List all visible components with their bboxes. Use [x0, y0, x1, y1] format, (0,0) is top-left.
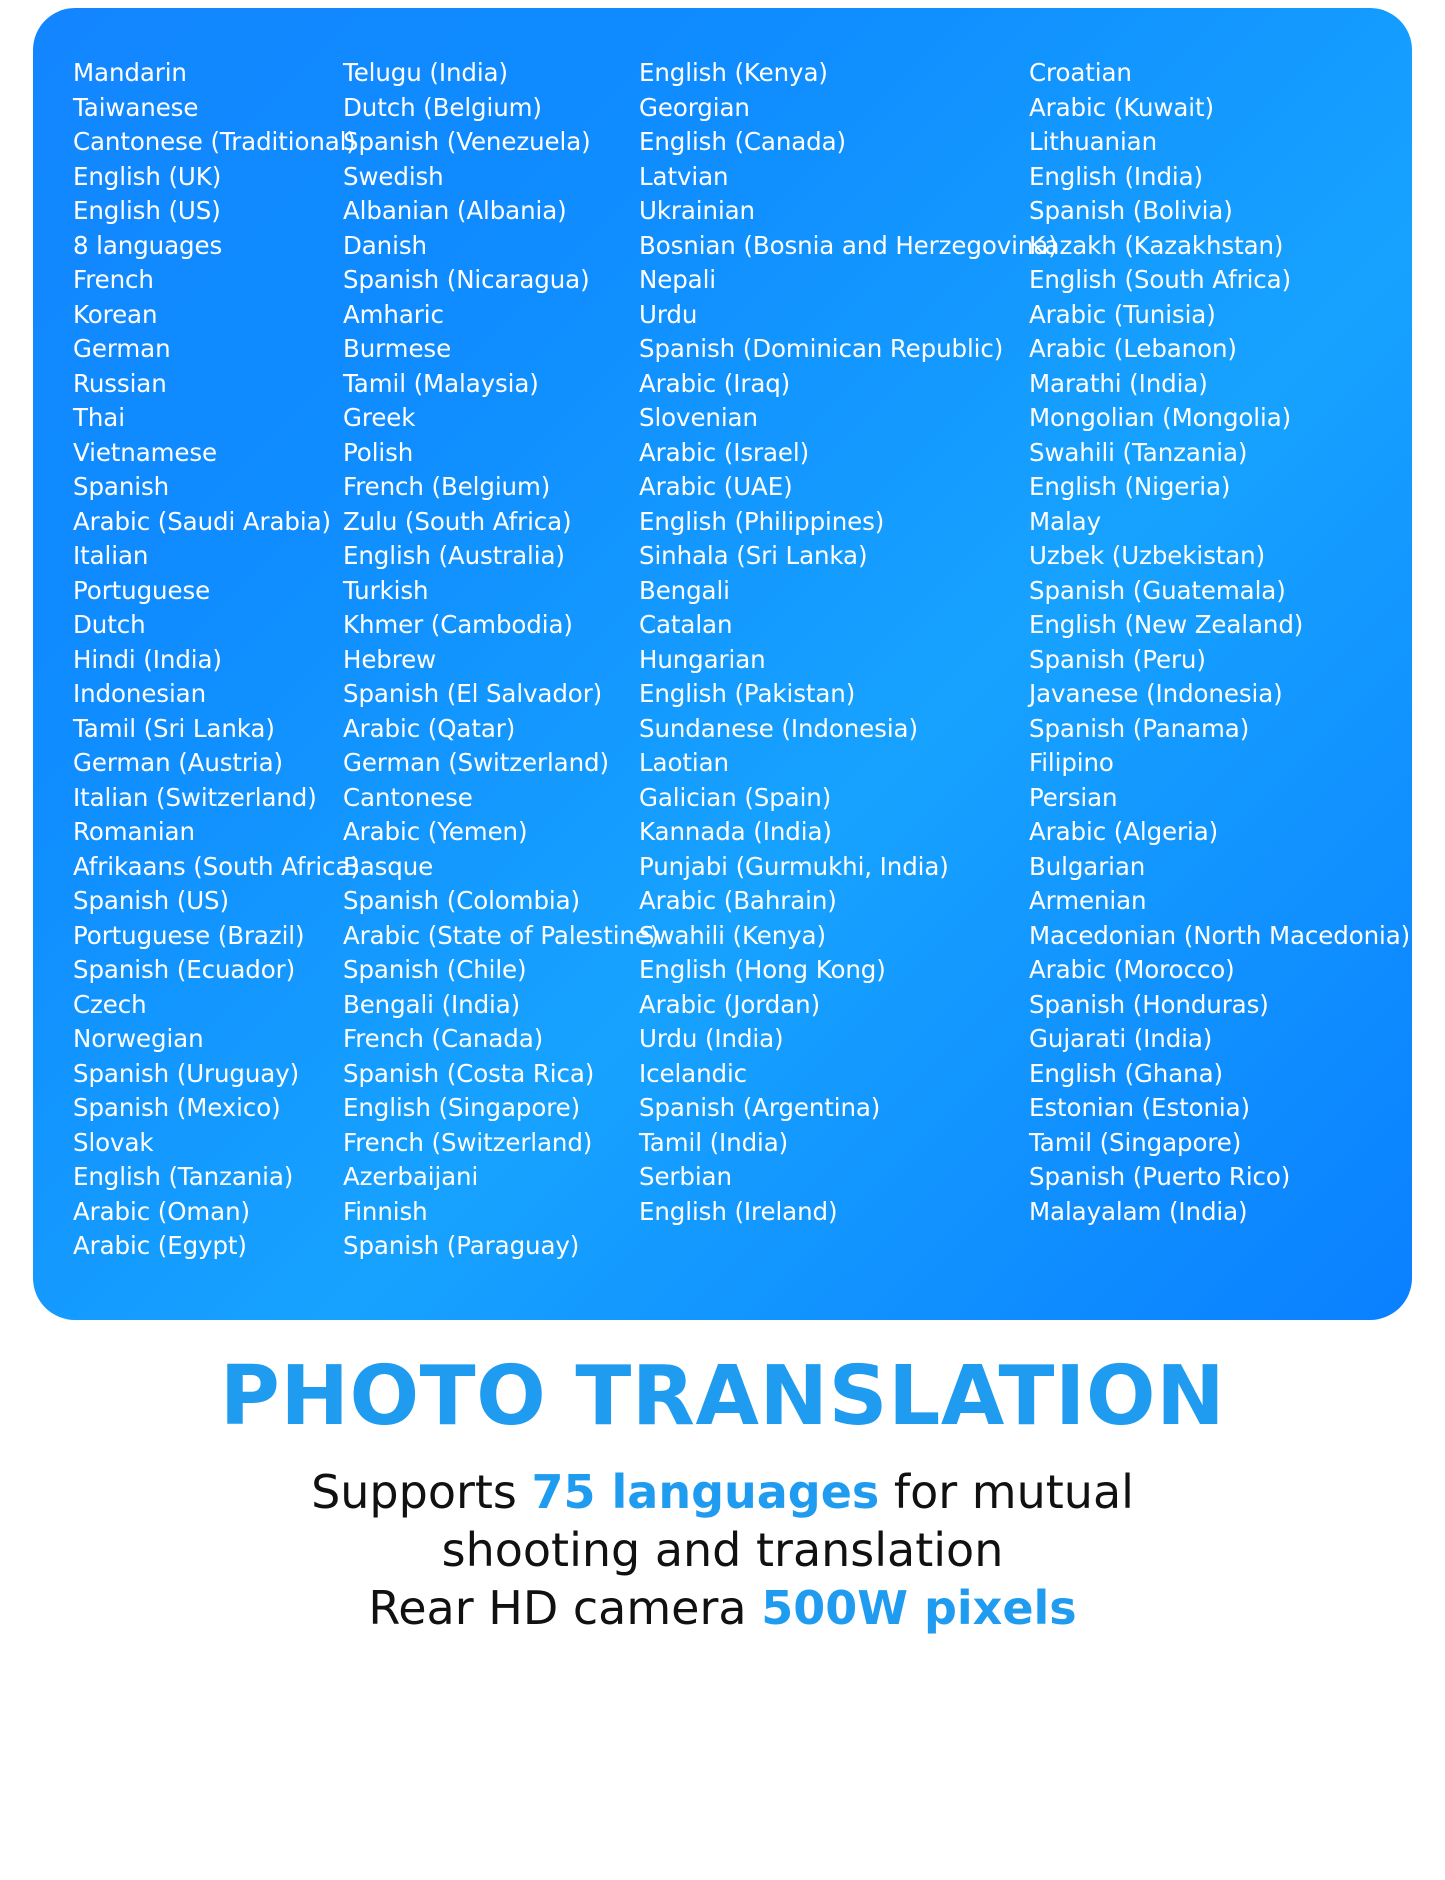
language-item: Afrikaans (South Africa): [73, 851, 360, 881]
language-item: Spanish (Puerto Rico): [1029, 1162, 1291, 1191]
language-item: Gujarati (India): [1029, 1024, 1213, 1053]
language-item: Swahili (Kenya): [639, 920, 826, 950]
language-item: Swedish: [343, 161, 444, 191]
language-item: German (Austria): [73, 748, 283, 777]
language-item: Armenian: [1029, 886, 1147, 915]
caption-line1-part1: Supports: [311, 1465, 532, 1519]
language-item: Thai: [73, 403, 125, 432]
language-item: Laotian: [639, 748, 729, 777]
language-item: Croatian: [1029, 58, 1132, 87]
language-item: English (Canada): [639, 127, 846, 156]
language-item: Portuguese: [73, 575, 211, 605]
language-item: Polish: [343, 437, 414, 467]
language-item: Arabic (Saudi Arabia): [73, 506, 331, 536]
language-item: English (Singapore): [343, 1093, 581, 1122]
language-item: Tamil (Sri Lanka): [73, 713, 275, 743]
language-item: Spanish (Argentina): [639, 1093, 881, 1122]
language-item: Indonesian: [73, 679, 207, 708]
language-item: Catalan: [639, 610, 733, 639]
caption-line3-highlight: 500W pixels: [761, 1581, 1077, 1635]
language-item: Dutch (Belgium): [343, 92, 542, 122]
language-item: English (South Africa): [1029, 265, 1292, 294]
language-item: Spanish (Panama): [1029, 713, 1250, 743]
language-item: Spanish (Uruguay): [73, 1058, 300, 1088]
language-item: Arabic (Yemen): [343, 817, 528, 846]
language-item: Javanese (Indonesia): [1029, 679, 1283, 708]
language-item: Marathi (India): [1029, 368, 1208, 398]
language-item: Macedonian (North Macedonia): [1029, 920, 1411, 950]
language-item: Arabic (Oman): [73, 1196, 250, 1226]
language-item: Norwegian: [73, 1024, 204, 1053]
language-item: Spanish (Bolivia): [1029, 196, 1233, 225]
language-item: Spanish (Dominican Republic): [639, 334, 1004, 363]
language-item: Spanish (Mexico): [73, 1093, 281, 1122]
language-item: English (Ireland): [639, 1196, 838, 1226]
language-item: Arabic (Jordan): [639, 989, 821, 1019]
language-item: Malay: [1029, 506, 1101, 536]
language-item: Nepali: [639, 265, 716, 294]
caption-block: [0, 1345, 1445, 1637]
language-item: English (Kenya): [639, 58, 828, 87]
language-item: French: [73, 265, 154, 294]
language-item: Mongolian (Mongolia): [1029, 403, 1292, 432]
language-item: Spanish (El Salvador): [343, 679, 603, 708]
language-item: Danish: [343, 230, 427, 260]
language-item: Filipino: [1029, 748, 1114, 777]
language-item: Persian: [1029, 782, 1118, 812]
language-item: Latvian: [639, 161, 729, 191]
language-item: Spanish (Chile): [343, 955, 527, 984]
language-item: Cantonese: [343, 782, 473, 812]
language-item: Basque: [343, 851, 434, 881]
language-item: Slovak: [73, 1127, 154, 1157]
language-item: Khmer (Cambodia): [343, 610, 573, 639]
language-item: Zulu (South Africa): [343, 506, 572, 536]
language-item: Italian: [73, 541, 149, 570]
language-item: Albanian (Albania): [343, 196, 567, 225]
language-item: French (Belgium): [343, 472, 551, 501]
caption-line-2: shooting and translation: [441, 1523, 1004, 1577]
language-item: Finnish: [343, 1196, 428, 1226]
language-item: Georgian: [639, 92, 750, 122]
language-item: Spanish (Venezuela): [343, 127, 591, 156]
language-item: Hungarian: [639, 644, 766, 674]
language-item: Spanish (Paraguay): [343, 1231, 580, 1260]
language-column-3: [639, 56, 1058, 1229]
language-item: Tamil (India): [639, 1127, 789, 1157]
language-item: English (US): [73, 196, 221, 225]
language-item: English (India): [1029, 161, 1203, 191]
language-item: Arabic (Algeria): [1029, 817, 1219, 846]
language-item: Mandarin: [73, 58, 187, 87]
language-item: Urdu (India): [639, 1024, 784, 1053]
language-item: Sundanese (Indonesia): [639, 713, 918, 743]
language-item: French (Canada): [343, 1024, 544, 1053]
language-item: Spanish (Costa Rica): [343, 1058, 595, 1088]
language-item: Hindi (India): [73, 644, 222, 674]
language-item: Spanish (US): [73, 886, 229, 915]
language-item: English (Philippines): [639, 506, 885, 536]
language-list-panel: [33, 8, 1412, 1320]
language-item: Burmese: [343, 334, 452, 363]
language-item: Spanish (Honduras): [1029, 989, 1269, 1019]
language-item: Greek: [343, 403, 416, 432]
caption-text: [0, 1463, 1445, 1637]
language-item: Spanish (Guatemala): [1029, 575, 1286, 605]
caption-line-1: [0, 1463, 1445, 1521]
language-item: Arabic (UAE): [639, 472, 793, 501]
language-item: Vietnamese: [73, 437, 218, 467]
language-item: Spanish: [73, 472, 170, 501]
language-item: English (Nigeria): [1029, 472, 1231, 501]
language-item: Tamil (Singapore): [1029, 1127, 1242, 1157]
language-item: Arabic (Tunisia): [1029, 299, 1216, 329]
language-item: Spanish (Ecuador): [73, 955, 296, 984]
language-item: Arabic (Egypt): [73, 1231, 247, 1260]
language-item: Arabic (Lebanon): [1029, 334, 1237, 363]
language-item: Hebrew: [343, 644, 437, 674]
language-item: Arabic (Morocco): [1029, 955, 1235, 984]
language-item: Lithuanian: [1029, 127, 1158, 156]
language-item: Spanish (Peru): [1029, 644, 1206, 674]
language-item: Dutch: [73, 610, 146, 639]
language-item: English (New Zealand): [1029, 610, 1304, 639]
language-item: Arabic (Israel): [639, 437, 810, 467]
caption-line1-part2: for mutual: [879, 1465, 1134, 1519]
language-item: English (Pakistan): [639, 679, 856, 708]
language-item: Uzbek (Uzbekistan): [1029, 541, 1266, 570]
caption-line-3: [0, 1579, 1445, 1637]
language-item: French (Switzerland): [343, 1127, 593, 1157]
language-item: Icelandic: [639, 1058, 748, 1088]
language-item: Arabic (Iraq): [639, 368, 791, 398]
language-column-1: [73, 56, 360, 1264]
language-item: Korean: [73, 299, 158, 329]
language-item: Taiwanese: [73, 92, 199, 122]
language-column-4: [1029, 56, 1410, 1229]
language-item: Bengali: [639, 575, 730, 605]
language-item: Turkish: [343, 575, 429, 605]
language-item: Azerbaijani: [343, 1162, 479, 1191]
language-item: English (Australia): [343, 541, 565, 570]
language-item: Ukrainian: [639, 196, 755, 225]
language-item: Bosnian (Bosnia and Herzegovina): [639, 230, 1058, 260]
language-item: Arabic (Kuwait): [1029, 92, 1214, 122]
language-item: English (UK): [73, 161, 222, 191]
language-item: Serbian: [639, 1162, 732, 1191]
language-item: Czech: [73, 989, 147, 1019]
language-item: English (Ghana): [1029, 1058, 1223, 1088]
language-item: Tamil (Malaysia): [343, 368, 539, 398]
language-item: Slovenian: [639, 403, 758, 432]
language-item: Malayalam (India): [1029, 1196, 1248, 1226]
language-item: Kannada (India): [639, 817, 832, 846]
language-item: Amharic: [343, 299, 444, 329]
language-item: Arabic (Qatar): [343, 713, 516, 743]
language-item: Portuguese (Brazil): [73, 920, 305, 950]
language-item: Russian: [73, 368, 167, 398]
language-item: Urdu: [639, 299, 698, 329]
language-item: Estonian (Estonia): [1029, 1093, 1251, 1122]
language-item: Bengali (India): [343, 989, 521, 1019]
language-column-2: [343, 56, 660, 1264]
language-item: English (Hong Kong): [639, 955, 886, 984]
language-columns: [73, 56, 1411, 1264]
caption-line3-part1: Rear HD camera: [368, 1581, 762, 1635]
language-item: Spanish (Colombia): [343, 886, 580, 915]
language-item: Kazakh (Kazakhstan): [1029, 230, 1284, 260]
language-item: Bulgarian: [1029, 851, 1146, 881]
language-item: Galician (Spain): [639, 782, 832, 812]
language-item: Arabic (Bahrain): [639, 886, 837, 915]
language-item: German: [73, 334, 171, 363]
page-title: PHOTO TRANSLATION: [219, 1349, 1226, 1444]
language-item: Spanish (Nicaragua): [343, 265, 590, 294]
caption-line1-highlight: 75 languages: [531, 1465, 880, 1519]
language-item: Cantonese (Traditional): [73, 127, 356, 156]
language-item: Romanian: [73, 817, 195, 846]
language-item: Punjabi (Gurmukhi, India): [639, 851, 949, 881]
language-item: Italian (Switzerland): [73, 782, 317, 812]
language-item: Arabic (State of Palestine): [343, 920, 660, 950]
language-item: Sinhala (Sri Lanka): [639, 541, 868, 570]
language-item: German (Switzerland): [343, 748, 609, 777]
language-item: Swahili (Tanzania): [1029, 437, 1248, 467]
language-item: 8 languages: [73, 230, 223, 260]
language-item: English (Tanzania): [73, 1162, 294, 1191]
language-item: Telugu (India): [343, 58, 508, 87]
